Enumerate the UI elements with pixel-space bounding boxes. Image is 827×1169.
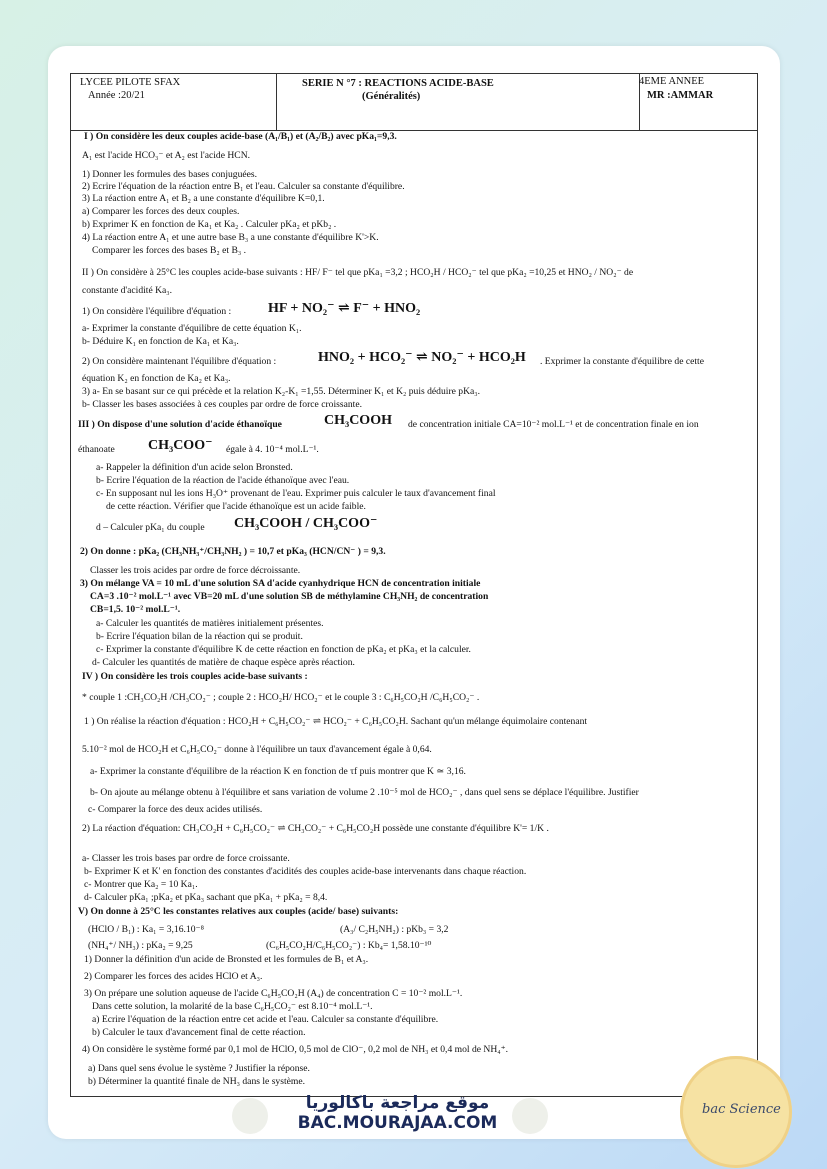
serie-title: SERIE N °7 : REACTIONS ACIDE-BASE (302, 78, 494, 89)
exercise-5-intro: V) On donne à 25°C les constantes relatives aux couples (acide/ base) suivants: (78, 906, 399, 917)
text-line: équation K₂ en fonction de Ka₂ et Ka₃. (82, 373, 231, 384)
text-line: c- Exprimer la constante d'équilibre K de cette réaction en fonction de pKa₂ et pKa₃ et la calculer. (96, 644, 471, 655)
logo-icon (512, 1098, 548, 1134)
text-line: d – Calculer pKa₁ du couple (96, 522, 205, 533)
formula: CH₃COO⁻ (148, 438, 213, 453)
header-school-cell (70, 73, 277, 130)
text-line: égale à 4. 10⁻⁴ mol.L⁻¹. (226, 444, 319, 455)
text-line: . Exprimer la constante d'équilibre de cette (540, 356, 704, 367)
text-line: c- Montrer que Ka₂ = 10 Ka₁. (84, 879, 198, 890)
text-line: 2) On donne : pKa₂ (CH₃NH₃⁺/CH₃NH₂ ) = 10,7 et pKa₃ (HCN/CN⁻ ) = 9,3. (80, 546, 386, 557)
text-line: a) Comparer les forces des deux couples. (82, 206, 240, 217)
header-table (70, 73, 758, 131)
formula: CH₃COOH (324, 413, 392, 428)
text-line: Comparer les forces des bases B₂ et B₃ . (92, 245, 247, 256)
text-line: (C₆H₅CO₂H/C₆H₅CO₂⁻) : Kb₄= 1,58.10⁻¹⁰ (266, 940, 432, 951)
text-line: 1) Donner les formules des bases conjuguées. (82, 169, 258, 180)
equation: HF + NO₂⁻ ⇌ F⁻ + HNO₂ (268, 301, 421, 316)
header-teacher-cell (639, 73, 757, 130)
school-name: LYCEE PILOTE SFAX (80, 77, 181, 88)
text-line: (NH₄⁺/ NH₃) : pKa₂ = 9,25 (88, 940, 193, 951)
equation: HNO₂ + HCO₂⁻ ⇌ NO₂⁻ + HCO₂H (318, 350, 526, 365)
text-line: * couple 1 :CH₃CO₂H /CH₃CO₂⁻ ; couple 2 : HCO₂H/ HCO₂⁻ et le couple 3 : C₆H₅CO₂H /C₆H₅CO₂⁻ . (82, 692, 480, 703)
text-line: Classer les trois acides par ordre de force décroissante. (90, 565, 301, 576)
text-line: 4) On considère le système formé par 0,1 mol de HClO, 0,5 mol de ClO⁻, 0,2 mol de NH₃ et 0,4 mol de NH₄⁺. (82, 1044, 509, 1055)
text-line: b- Déduire K₁ en fonction de Ka₁ et Ka₃. (82, 336, 239, 347)
text-line: 4) La réaction entre A₁ et une autre base B₃ a une constante d'équilibre K'>K. (82, 232, 379, 243)
badge-label: bac Science (702, 1102, 781, 1117)
text-line: a- Classer les trois bases par ordre de force croissante. (82, 853, 290, 864)
text-line: c- En supposant nul les ions H₃O⁺ provenant de l'eau. Exprimer puis calculer le taux d'avancement final (96, 488, 496, 499)
text-line: Dans cette solution, la molarité de la base C₆H₅CO₂⁻ est 8.10⁻⁴ mol.L⁻¹. (92, 1001, 373, 1012)
text-line: a) Ecrire l'équation de la réaction entre cet acide et l'eau. Calculer sa constante d'équilibre. (92, 1014, 439, 1025)
text-line: (A₃/ C₂H₅NH₂) : pKb₃ = 3,2 (340, 924, 449, 935)
text-line: b- Ecrire l'équation bilan de la réaction qui se produit. (96, 631, 303, 642)
serie-subtitle: (Généralités) (362, 91, 421, 102)
text-line: b) Exprimer K en fonction de Ka₁ et Ka₂ . Calculer pKa₂ et pKb₂ . (82, 219, 337, 230)
teacher: MR :AMMAR (647, 90, 714, 101)
level: 4EME ANNEE (639, 76, 705, 87)
footer-url[interactable]: BAC.MOURAJAA.COM (297, 1113, 498, 1133)
text-line: 2) On considère maintenant l'équilibre d'équation : (82, 356, 277, 367)
text-line: 2) La réaction d'équation: CH₃CO₂H + C₆H₅CO₂⁻ ⇌ CH₃CO₂⁻ + C₆H₅CO₂H possède une constante d'équilibre K'= 1/K . (82, 823, 549, 834)
text-line: a- Calculer les quantités de matières initialement présentes. (96, 618, 324, 629)
text-line: 2) Ecrire l'équation de la réaction entre B₁ et l'eau. Calculer sa constante d'équilibre. (82, 181, 405, 192)
text-line: CB=1,5. 10⁻² mol.L⁻¹. (90, 604, 181, 615)
text-line: 3) La réaction entre A₁ et B₂ a une constante d'équilibre K=0,1. (82, 193, 325, 204)
text-line: 1) On considère l'équilibre d'équation : (82, 306, 232, 317)
text-line: b) Déterminer la quantité finale de NH₃ dans le système. (88, 1076, 305, 1087)
text-line: 3) On mélange VA = 10 mL d'une solution SA d'acide cyanhydrique HCN de concentration initiale (80, 578, 481, 589)
text-line: b- Ecrire l'équation de la réaction de l'acide éthanoïque avec l'eau. (96, 475, 350, 486)
text-line: d- Calculer les quantités de matière de chaque espèce après réaction. (92, 657, 355, 668)
text-line: de concentration initiale CA=10⁻² mol.L⁻¹ et de concentration finale en ion (408, 419, 699, 430)
text-line: éthanoate (78, 444, 115, 455)
formula: CH₃COOH / CH₃COO⁻ (234, 516, 378, 531)
text-line: (HClO / B₁) : Ka₁ = 3,16.10⁻⁸ (88, 924, 204, 935)
text-line: b) Calculer le taux d'avancement final de cette réaction. (92, 1027, 306, 1038)
text-line: 5.10⁻² mol de HCO₂H et C₆H₅CO₂⁻ donne à l'équilibre un taux d'avancement égale à 0,64. (82, 744, 432, 755)
text-line: b- Exprimer K et K' en fonction des constantes d'acidités des couples acide-base intervenants dans chaque réaction. (84, 866, 527, 877)
text-line: de cette réaction. Vérifier que l'acide éthanoïque est un acide faible. (106, 501, 366, 512)
exercise-1-intro: I ) On considère les deux couples acide-base (A₁/B₁) et (A₂/B₂) avec pKa₁=9,3. (84, 131, 397, 142)
text-line: 3) On prépare une solution aqueuse de l'acide C₆H₅CO₂H (A₄) de concentration C = 10⁻² mol.L⁻¹. (84, 988, 463, 999)
text-line: d- Calculer pKa₁ ;pKa₂ et pKa₃ sachant que pKa₁ + pKa₂ = 8,4. (84, 892, 328, 903)
text-line: 2) Comparer les forces des acides HClO et A₃. (84, 971, 263, 982)
exercise-body (78, 131, 753, 1091)
text-line: a- Rappeler la définition d'un acide selon Bronsted. (96, 462, 293, 473)
text-line: 1) Donner la définition d'un acide de Bronsted et les formules de B₁ et A₃. (84, 954, 369, 965)
logo-icon (232, 1098, 268, 1134)
text-line: A₁ est l'acide HCO₃⁻ et A₂ est l'acide HCN. (82, 150, 251, 161)
header-title-cell (276, 73, 640, 130)
text-line: b- Classer les bases associées à ces couples par ordre de force croissante. (82, 399, 362, 410)
text-line: a) Dans quel sens évolue le système ? Justifier la réponse. (88, 1063, 310, 1074)
text-line: 3) a- En se basant sur ce qui précède et la relation K₂-K₁ =1,55. Déterminer K₁ et K₂ puis déduire pKa₃. (82, 386, 481, 397)
school-year: Année :20/21 (88, 90, 145, 101)
footer-watermark (290, 1093, 505, 1133)
footer-arabic: موقع مراجعة باكالوريا (305, 1093, 490, 1113)
text-line: a- Exprimer la constante d'équilibre de cette équation K₁. (82, 323, 302, 334)
text-line: constante d'acidité Ka₃. (82, 285, 173, 296)
text-line: a- Exprimer la constante d'équilibre de la réaction K en fonction de τf puis montrer que K ≃ 3,16. (90, 766, 466, 777)
bac-science-badge (680, 1056, 792, 1168)
exercise-4-intro: IV ) On considère les trois couples acide-base suivants : (82, 671, 308, 682)
exercise-3-intro: III ) On dispose d'une solution d'acide éthanoïque (78, 419, 282, 430)
text-line: b- On ajoute au mélange obtenu à l'équilibre et sans variation de volume 2 .10⁻⁵ mol de HCO₂⁻ , dans quel sens se déplace l'équilibre. Justifier (90, 787, 639, 798)
text-line: c- Comparer la force des deux acides utilisés. (88, 804, 263, 815)
exercise-2-intro: II ) On considère à 25°C les couples acide-base suivants : HF/ F⁻ tel que pKa₁ =3,2 ; HCO₂H / HCO₂⁻ tel que pKa₂ =10,25 et HNO₂ / NO₂⁻ de (82, 267, 634, 278)
text-line: CA=3 .10⁻² mol.L⁻¹ avec VB=20 mL d'une solution SB de méthylamine CH₃NH₂ de concentration (90, 591, 489, 602)
text-line: 1 ) On réalise la réaction d'équation : HCO₂H + C₆H₅CO₂⁻ ⇌ HCO₂⁻ + C₆H₅CO₂H. Sachant qu'un mélange équimolaire contenant (84, 716, 588, 727)
